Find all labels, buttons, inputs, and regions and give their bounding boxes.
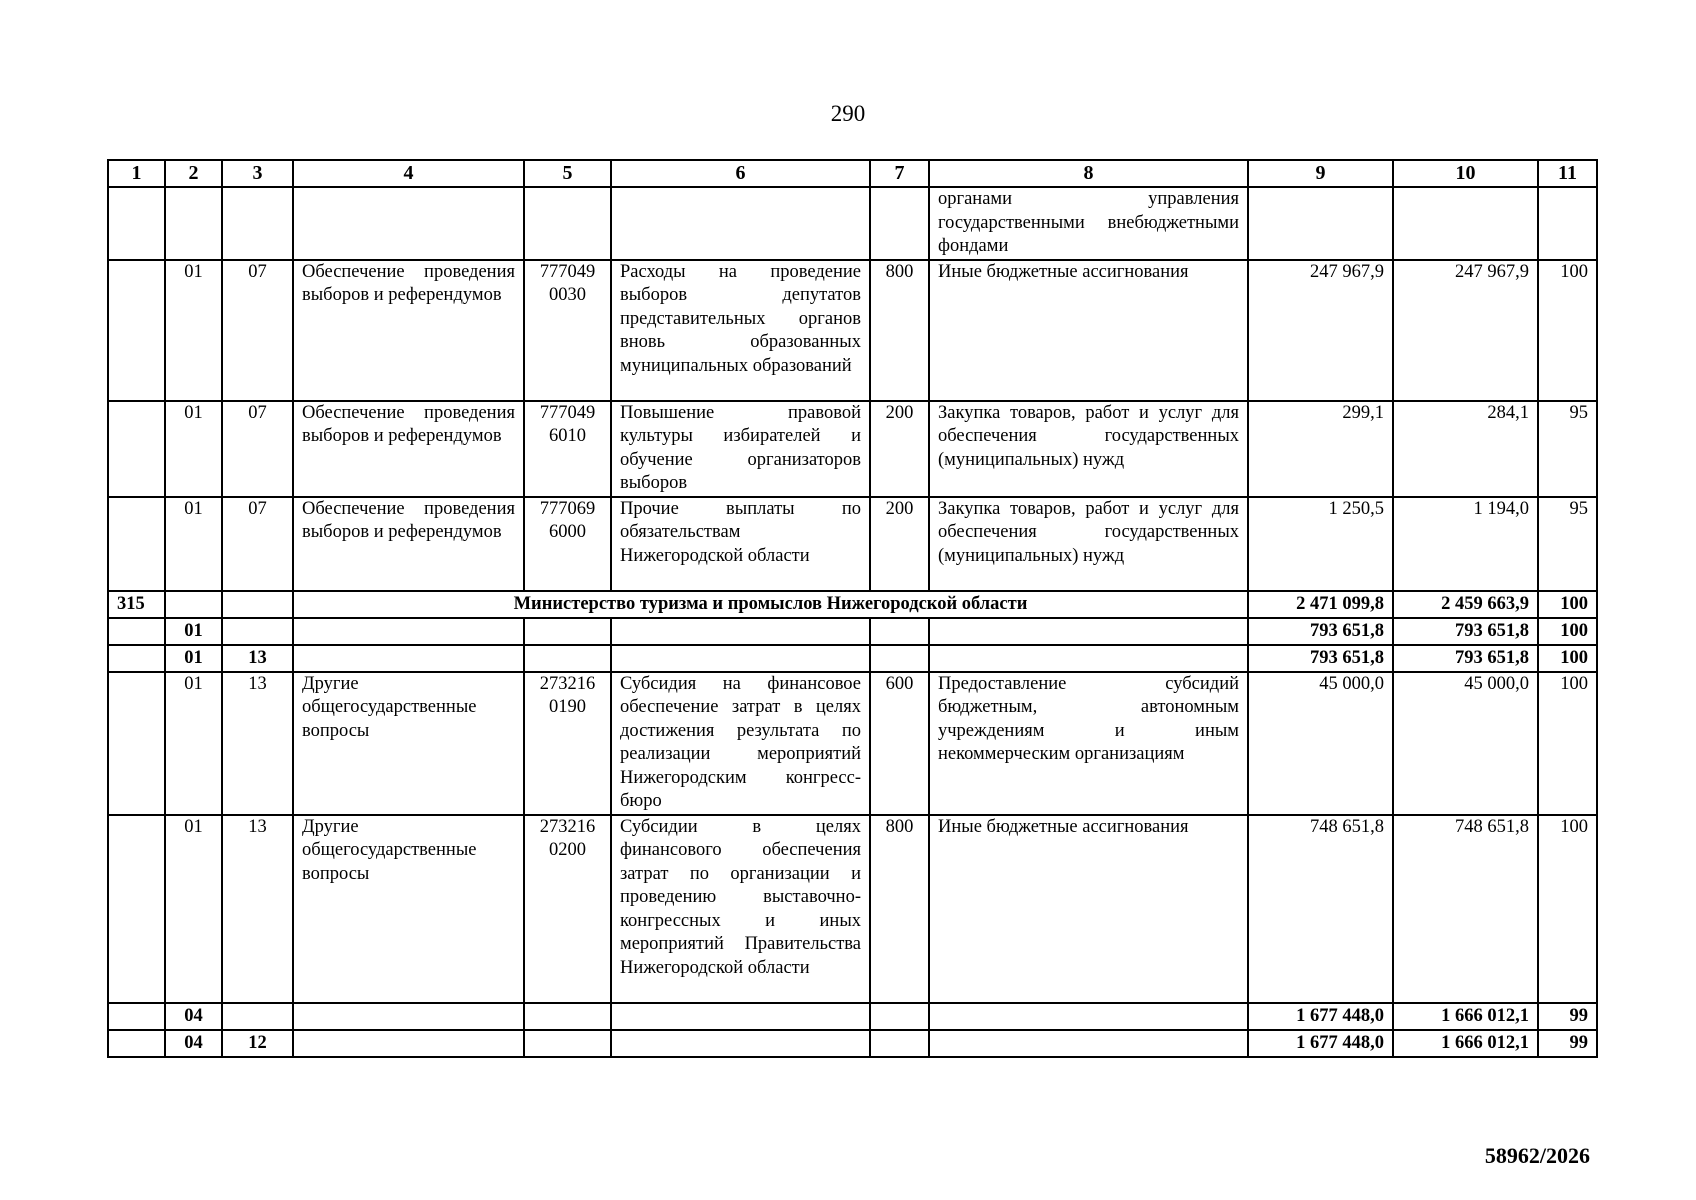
cell-subsection: 13 [222, 815, 293, 1003]
cell-expense-type-name: Закупка товаров, работ и услуг для обеспечения государственных (муниципальных) нужд [929, 401, 1248, 497]
cell-section: 01 [165, 672, 222, 815]
cell-target-article: 777049 0030 [524, 260, 611, 401]
cell-target-article [524, 645, 611, 672]
cell-subsection-name [293, 1030, 524, 1057]
cell-target-article [524, 1030, 611, 1057]
column-header: 6 [611, 160, 870, 187]
column-header: 5 [524, 160, 611, 187]
cell-expense-type [870, 1030, 929, 1057]
cell-planned-amount [1248, 187, 1393, 260]
cell-expense-type [870, 618, 929, 645]
cell-chapter [108, 815, 165, 1003]
cell-subsection-name: Обеспечение проведения выборов и референдумов [293, 260, 524, 401]
cell-subsection: 07 [222, 401, 293, 497]
cell-planned-amount: 247 967,9 [1248, 260, 1393, 401]
cell-actual-amount: 1 666 012,1 [1393, 1003, 1538, 1030]
cell-subsection: 07 [222, 497, 293, 591]
cell-actual-amount: 793 651,8 [1393, 618, 1538, 645]
column-header: 7 [870, 160, 929, 187]
column-header: 1 [108, 160, 165, 187]
document-code: 58962/2026 [1484, 1143, 1590, 1168]
cell-subsection [222, 618, 293, 645]
cell-actual-amount: 748 651,8 [1393, 815, 1538, 1003]
cell-article-name: Субсидия на финансовое обеспечение затрат в целях достижения результата по реализации мероприятий Нижегородским конгресс-бюро [611, 672, 870, 815]
column-header: 9 [1248, 160, 1393, 187]
cell-target-article [524, 187, 611, 260]
table-row [108, 815, 1597, 1003]
cell-section: 01 [165, 497, 222, 591]
cell-target-article: 273216 0190 [524, 672, 611, 815]
cell-subsection-name: Другие общегосударственные вопросы [293, 815, 524, 1003]
cell-percent: 100 [1538, 618, 1597, 645]
cell-percent: 100 [1538, 815, 1597, 1003]
cell-subsection: 13 [222, 645, 293, 672]
subsection-total-row [108, 645, 1597, 672]
cell-target-article [524, 1003, 611, 1030]
cell-chapter [108, 401, 165, 497]
column-header: 10 [1393, 160, 1538, 187]
page-number: 290 [830, 101, 866, 126]
cell-subsection [222, 591, 293, 618]
cell-expense-type-name [929, 618, 1248, 645]
section-total-row [108, 1003, 1597, 1030]
cell-expense-type: 200 [870, 401, 929, 497]
cell-actual-amount: 284,1 [1393, 401, 1538, 497]
cell-expense-type-name: Закупка товаров, работ и услуг для обеспечения государственных (муниципальных) нужд [929, 497, 1248, 591]
cell-percent: 100 [1538, 260, 1597, 401]
cell-section: 01 [165, 645, 222, 672]
cell-subsection: 13 [222, 672, 293, 815]
cell-actual-amount: 793 651,8 [1393, 645, 1538, 672]
cell-subsection-name [293, 1003, 524, 1030]
table-row [108, 260, 1597, 401]
cell-planned-amount: 2 471 099,8 [1248, 591, 1393, 618]
cell-subsection: 12 [222, 1030, 293, 1057]
cell-percent: 100 [1538, 672, 1597, 815]
table-row [108, 672, 1597, 815]
column-header: 8 [929, 160, 1248, 187]
cell-percent: 95 [1538, 401, 1597, 497]
cell-section: 01 [165, 618, 222, 645]
cell-section [165, 187, 222, 260]
cell-planned-amount: 45 000,0 [1248, 672, 1393, 815]
cell-article-name: Повышение правовой культуры избирателей и обучение организаторов выборов [611, 401, 870, 497]
cell-subsection [222, 187, 293, 260]
cell-expense-type: 800 [870, 815, 929, 1003]
cell-expense-type: 800 [870, 260, 929, 401]
ministry-row [108, 591, 1597, 618]
cell-expense-type-name [929, 1030, 1248, 1057]
cell-section: 01 [165, 260, 222, 401]
cell-expense-type-name: органами управления государственными внебюджетными фондами [929, 187, 1248, 260]
cell-expense-type [870, 1003, 929, 1030]
cell-chapter [108, 187, 165, 260]
section-total-row [108, 618, 1597, 645]
cell-section: 01 [165, 815, 222, 1003]
cell-planned-amount: 793 651,8 [1248, 645, 1393, 672]
cell-actual-amount: 1 666 012,1 [1393, 1030, 1538, 1057]
cell-expense-type-name [929, 645, 1248, 672]
cell-chapter [108, 1003, 165, 1030]
cell-article-name [611, 1030, 870, 1057]
cell-expense-type: 200 [870, 497, 929, 591]
cell-chapter [108, 1030, 165, 1057]
column-header: 11 [1538, 160, 1597, 187]
cell-expense-type [870, 187, 929, 260]
cell-actual-amount: 247 967,9 [1393, 260, 1538, 401]
cell-expense-type: 600 [870, 672, 929, 815]
table-row [108, 187, 1597, 260]
cell-subsection-name [293, 187, 524, 260]
cell-subsection [222, 1003, 293, 1030]
cell-percent: 99 [1538, 1003, 1597, 1030]
cell-article-name: Прочие выплаты по обязательствам Нижегородской области [611, 497, 870, 591]
column-header: 2 [165, 160, 222, 187]
cell-target-article: 273216 0200 [524, 815, 611, 1003]
ministry-title: Министерство туризма и промыслов Нижегородской области [293, 591, 1248, 618]
cell-target-article: 777069 6000 [524, 497, 611, 591]
cell-section: 01 [165, 401, 222, 497]
budget-table [107, 159, 1598, 1058]
cell-section: 04 [165, 1003, 222, 1030]
cell-article-name [611, 187, 870, 260]
cell-article-name [611, 645, 870, 672]
cell-subsection-name: Обеспечение проведения выборов и референдумов [293, 497, 524, 591]
cell-percent [1538, 187, 1597, 260]
cell-planned-amount: 793 651,8 [1248, 618, 1393, 645]
cell-chapter [108, 672, 165, 815]
cell-expense-type-name [929, 1003, 1248, 1030]
cell-expense-type [870, 645, 929, 672]
cell-section: 04 [165, 1030, 222, 1057]
cell-percent: 100 [1538, 645, 1597, 672]
column-header: 4 [293, 160, 524, 187]
cell-planned-amount: 1 250,5 [1248, 497, 1393, 591]
cell-target-article [524, 618, 611, 645]
cell-target-article: 777049 6010 [524, 401, 611, 497]
cell-percent: 99 [1538, 1030, 1597, 1057]
cell-chapter [108, 260, 165, 401]
cell-actual-amount: 1 194,0 [1393, 497, 1538, 591]
cell-planned-amount: 1 677 448,0 [1248, 1030, 1393, 1057]
cell-expense-type-name: Иные бюджетные ассигнования [929, 260, 1248, 401]
cell-chapter [108, 645, 165, 672]
subsection-total-row [108, 1030, 1597, 1057]
table-row [108, 401, 1597, 497]
cell-article-name: Расходы на проведение выборов депутатов представительных органов вновь образованных муниципальных образований [611, 260, 870, 401]
table-header-row [108, 160, 1597, 187]
cell-planned-amount: 299,1 [1248, 401, 1393, 497]
cell-subsection: 07 [222, 260, 293, 401]
table-row [108, 497, 1597, 591]
cell-article-name: Субсидии в целях финансового обеспечения затрат по организации и проведению выставочно-конгрессных и иных мероприятий Правительства Нижегородской области [611, 815, 870, 1003]
cell-article-name [611, 618, 870, 645]
cell-percent: 95 [1538, 497, 1597, 591]
cell-actual-amount: 2 459 663,9 [1393, 591, 1538, 618]
cell-planned-amount: 1 677 448,0 [1248, 1003, 1393, 1030]
cell-percent: 100 [1538, 591, 1597, 618]
cell-section [165, 591, 222, 618]
cell-expense-type-name: Предоставление субсидий бюджетным, автономным учреждениям и иным некоммерческим организациям [929, 672, 1248, 815]
cell-chapter [108, 618, 165, 645]
cell-actual-amount [1393, 187, 1538, 260]
cell-subsection-name: Обеспечение проведения выборов и референдумов [293, 401, 524, 497]
cell-expense-type-name: Иные бюджетные ассигнования [929, 815, 1248, 1003]
cell-subsection-name [293, 618, 524, 645]
cell-subsection-name: Другие общегосударственные вопросы [293, 672, 524, 815]
column-header: 3 [222, 160, 293, 187]
cell-subsection-name [293, 645, 524, 672]
cell-article-name [611, 1003, 870, 1030]
cell-actual-amount: 45 000,0 [1393, 672, 1538, 815]
cell-chapter [108, 497, 165, 591]
cell-chapter: 315 [108, 591, 165, 618]
cell-planned-amount: 748 651,8 [1248, 815, 1393, 1003]
